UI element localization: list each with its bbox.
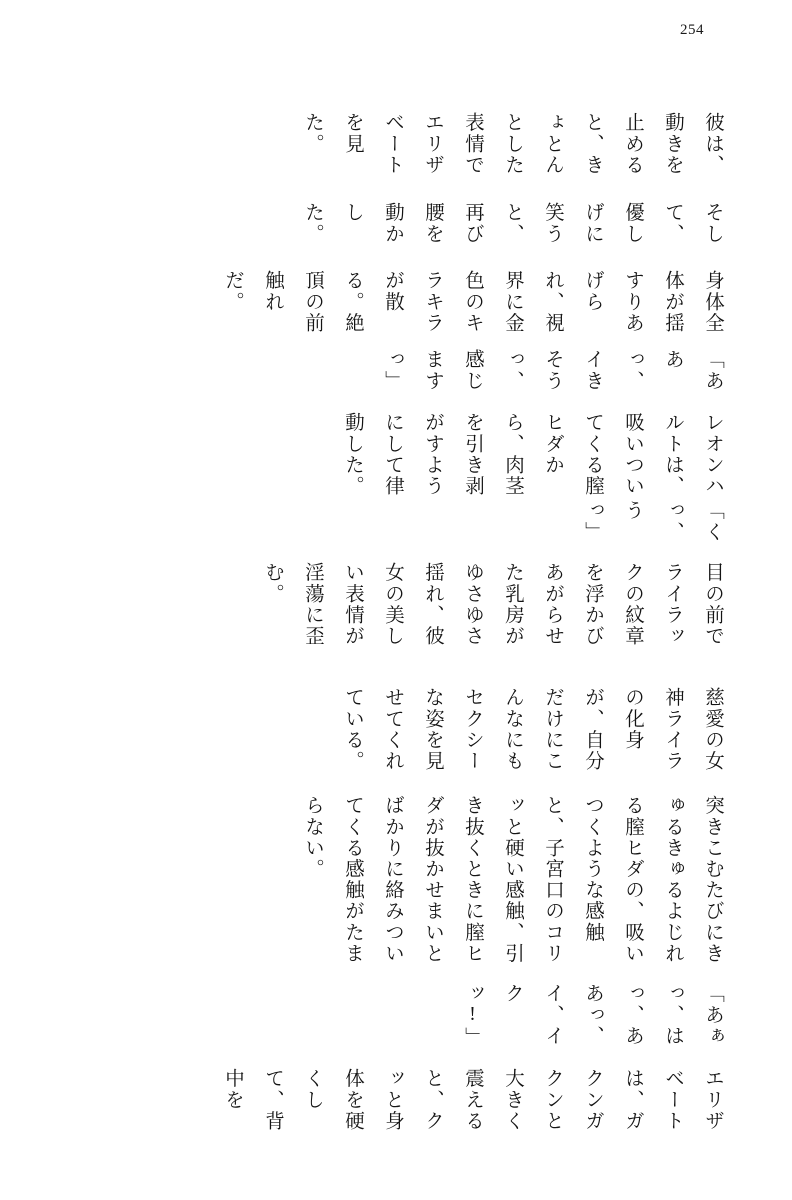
paragraph: 身体全体が揺すりあげられ、視界に金色のキラキラが散る。絶頂の前触れだ。 (222, 269, 723, 334)
paragraph: 彼は、動きを止めると、きょとんとした表情でエリザベートを見た。 (302, 112, 723, 176)
paragraph-dialogue: 「ああっ、イきそうっ、感じますっ」 (382, 349, 723, 392)
paragraph: 突きこむたびにきゅるきゅるよじれる膣ヒダの、吸いつくような感触と、子宮口のコリッと硬い感触、引き抜くときに膣ヒダが抜かせまいとばかりに絡みついてくる感触がたまらない。 (302, 795, 723, 964)
paragraph-dialogue: 「あぁっ、はっ、ああっ、イ、イクッ!」 (462, 983, 723, 1049)
page-body-text (60, 92, 732, 1152)
page-number: 254 (680, 22, 704, 38)
paragraph: そして、優しげに笑うと、再び腰を動かした。 (302, 202, 723, 245)
paragraph: エリザベートは、ガクンガクンと大きく震えると、クッと身体を硬くして、背中を (222, 1068, 723, 1132)
paragraph: 慈愛の女神ライラの化身が、自分だけにこんなにもセクシーな姿を見せてくれている。 (342, 686, 723, 771)
paragraph-dialogue: 「くっ、うっ」 (582, 500, 723, 543)
paragraph: レオンハルトは、吸いついてくる膣ヒダから、肉茎を引き剥がすようにして律動した。 (342, 411, 723, 496)
paragraph: 目の前でライラックの紋章を浮かびあがらせた乳房がゆさゆさ揺れ、彼女の美しい表情が淫蕩に歪む。 (262, 562, 723, 647)
